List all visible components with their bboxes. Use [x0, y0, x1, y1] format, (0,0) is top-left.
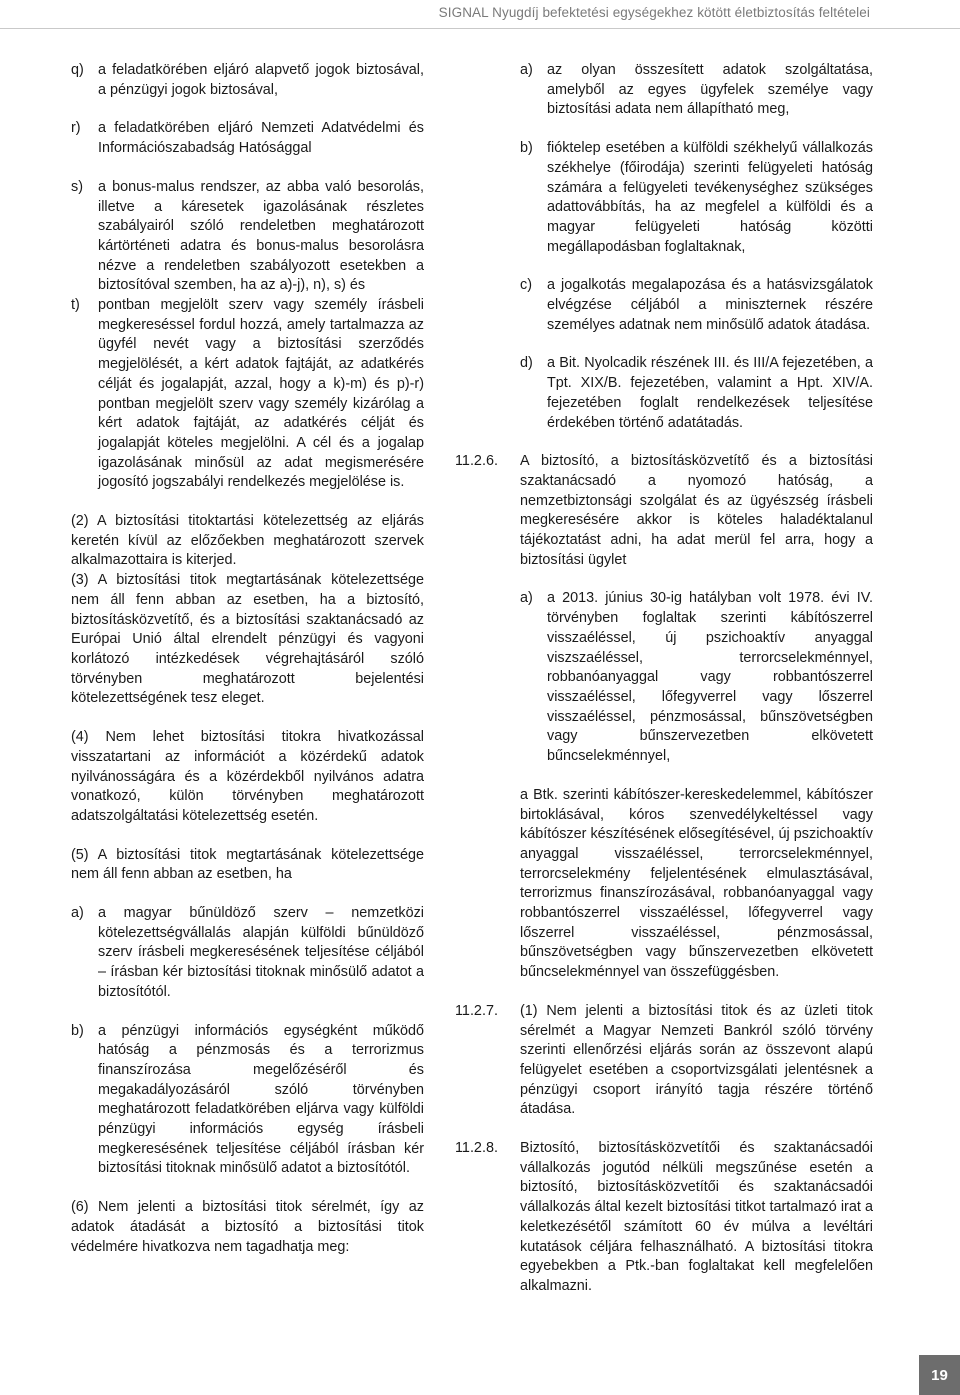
paragraph-3: (3) A biztosítási titok megtartásának kötelezettsége nem áll fenn abban az esetben, ha a biztosító, biztosításközvetítő, és a biztosítási szaktanácsadó az Európai Unió által elrendelt pénzügyi és vagyoni korlátozó intézkedések végrehajtásáról szóló törvényben meghatározott bejelentési kötelezettségének tesz eleget. [71, 572, 424, 707]
list-item-d [520, 354, 873, 433]
item-text: a Bit. Nyolcadik részének III. és III/A fejezetében, a Tpt. XIX/B. fejezetében, valamint a Hpt. XIV/A. fejezetében foglalt rendelkezések teljesítése érdekében történő adatátadás. [547, 355, 873, 431]
item-label: s) [71, 178, 83, 195]
list-item-r [71, 119, 424, 158]
sub-item-b: a Btk. szerinti kábítószer-kereskedelemmel, kábítószer birtoklásával, kóros szenvedélykeltéssel vagy kábítószer készítésének elősegítésével, új pszichoaktív anyaggal visszaéléssel, terrorcselekménnyel, terrorcselekmény feljelentésének elmulasztásával, terrorizmus finanszírozásával, robbanóanyaggal vagy robbantószerrel visszaéléssel, lőfegyverrel vagy lőszerrel visszaéléssel, pénzmosással, bűnszövetségben vagy bűnszervezetben elkövetett bűncselekménnyel van összefüggésben. [520, 786, 873, 981]
item-text: az olyan összesített adatok szolgáltatása, amelyből az egyes ügyfelek személye vagy biztosítási adata nem állapítható meg, [547, 62, 873, 118]
paragraph-5: (5) A biztosítási titok megtartásának kötelezettsége nem áll fenn abban az esetben, ha [71, 846, 424, 883]
item-text: a magyar bűnüldöző szerv – nemzetközi kötelezettségvállalás alapján külföldi bűnüldöző szerv írásbeli megkeresésének teljesítése céljából – írásban kér biztosítási titoknak minősülő adatot a biztosítótól. [98, 905, 424, 1000]
paragraph-6: (6) Nem jelenti a biztosítási titok sérelmét, így az adatok átadását a biztosító a biztosítási titok védelmére hivatkozva nem tagadhatja meg: [71, 1199, 424, 1255]
page-header [0, 0, 960, 29]
item-label: a) [520, 590, 533, 607]
item-label: q) [71, 62, 84, 78]
section-11-2-7 [455, 1002, 873, 1120]
item-label: a) [520, 62, 533, 78]
section-11-2-6 [455, 452, 873, 570]
left-column [71, 61, 424, 1257]
item-text: a pénzügyi információs egységként működő hatóság a pénzmosás és a terrorizmus finanszírozása megelőzéséről és megakadályozásáról szóló törvényben meghatározott feladatkörében eljárva vagy külföldi pénzügyi információs egység írásbeli megkeresésének teljesítése céljából írásban kér biztosítási titoknak minősülő adatot a biztosítótól. [98, 1022, 424, 1177]
item-text: a 2013. június 30-ig hatályban volt 1978. évi IV. törvényben foglaltak szerinti kábítószerrel visszaéléssel, új pszichoaktív anyaggal viszszaéléssel, terrorcselekménnyel, robbanóanyaggal vagy robbantószerrel visszaéléssel, lőfegyverrel vagy lőszerrel visszaéléssel, pénzmosással, bűnszövetségben vagy bűnszervezetben elkövetett bűncselekménnyel, [547, 590, 873, 765]
item-label: r) [71, 120, 81, 137]
list-item-t [71, 296, 424, 493]
item-text: a bonus-malus rendszer, az abba való besorolás, illetve a káresetek igazolásának részletes szabályairól szóló rendeletben meghatározott kártörténeti adatra és bonus-malus besorolásra nézve a rendeletben szabályozott esetekben a biztosítóval szemben, ha az a)-j), n), s) és [98, 178, 424, 294]
header-title: SIGNAL Nyugdíj befektetési egységekhez kötött életbiztosítás feltételei [438, 5, 870, 20]
section-text: Biztosító, biztosításközvetítői és szaktanácsadói vállalkozás jogutód nélküli megszűnése esetén a biztosító, biztosításközvetítői és szaktanácsadói vállalkozás által kezelt biztosítási titkot tartalmazó irat a keletkezésétől számított 60 év múlva a levéltári kutatások céljára felhasználható. A biztosítási titokra egyebekben a Ptk.-ban foglaltakat kell megfelelően alkalmazni. [520, 1140, 873, 1294]
list-item-a [520, 61, 873, 120]
list-item-s [71, 178, 424, 296]
paragraph-4: (4) Nem lehet biztosítási titokra hivatkozással visszatartani az információt a közérdekű adatok nyilvánosságára és a közérdekből nyilvános adatra vonatkozó, külön törvényben meghatározott adatszolgáltatási kötelezettség esetén. [71, 729, 424, 824]
section-11-2-8 [455, 1139, 873, 1297]
section-text: A biztosító, a biztosításközvetítő és a biztosítási szaktanácsadó a nyomozó hatóság, a nemzetbiztonsági szolgálat és az ügyészség írásbeli megkeresésére akkor is köteles haladéktalanul tájékoztatást adni, ha adat merül fel arra, hogy a biztosítási ügylet [520, 453, 873, 568]
section-number: 11.2.8. [455, 1140, 498, 1157]
section-number: 11.2.6. [455, 453, 498, 470]
section-text: (1) Nem jelenti a biztosítási titok és az üzleti titok sérelmét a Magyar Nemzeti Bankról szóló törvény szerinti ellenőrzési eljárás során az összevont alapú felügyelet esetében a csoportvizsgálati jelentésnek a pénzügyi csoport irányító tagja részére történő átadása. [520, 1002, 873, 1118]
item-label: a) [71, 905, 84, 922]
right-column [455, 61, 873, 1297]
sub-item-a [520, 589, 873, 766]
section-number: 11.2.7. [455, 1002, 498, 1019]
list-item-a [71, 904, 424, 1003]
list-item-q [71, 61, 424, 100]
item-label: c) [520, 277, 532, 294]
item-text: a feladatkörében eljáró alapvető jogok biztosával, a pénzügyi jogok biztosával, [98, 62, 424, 98]
paragraph-2: (2) A biztosítási titoktartási kötelezettség az eljárás keretén kívül az előzőekben meghatározott szervek alkalmazottaira is kiterjed. [71, 513, 424, 569]
item-text: a feladatkörében eljáró Nemzeti Adatvédelmi és Információszabadság Hatósággal [98, 120, 424, 157]
item-label: b) [520, 140, 533, 157]
page-number: 19 [919, 1355, 960, 1395]
item-label: t) [71, 297, 80, 314]
item-text: a jogalkotás megalapozása és a hatásvizsgálatok elvégzése céljából a miniszternek részére személyes adatnak nem minősülő adatok átadása. [547, 277, 873, 333]
item-label: d) [520, 355, 533, 372]
item-label: b) [71, 1022, 84, 1039]
list-item-b [520, 139, 873, 257]
item-text: fióktelep esetében a külföldi székhelyű vállalkozás székhelye (főirodája) szerinti felügyeleti hatóság számára a felügyeleti tevékenységhez szükséges adattovábbítás, ha az megfelel a külföldi és a magyar felügyeleti hatóság közötti megállapodásban foglaltaknak, [547, 140, 873, 255]
list-item-c [520, 276, 873, 335]
item-text: pontban megjelölt szerv vagy személy írásbeli megkereséssel fordul hozzá, amely tartalmazza az ügyfél nevét vagy a biztosítási szerződés megjelölését, a kért adatok fajtáját, az adatkérés célját és jogalapját, azzal, hogy a k)-m) és p)-r) pontban megjelölt szerv vagy személy kizárólag a kért adatok fajtáját, az adatkérés célját és jogalapját köteles megjelölni. A cél és a jogalap igazolásának minősül az adat megismerésére jogosító jogszabályi rendelkezés megjelölése is. [98, 297, 424, 491]
list-item-b [71, 1022, 424, 1180]
